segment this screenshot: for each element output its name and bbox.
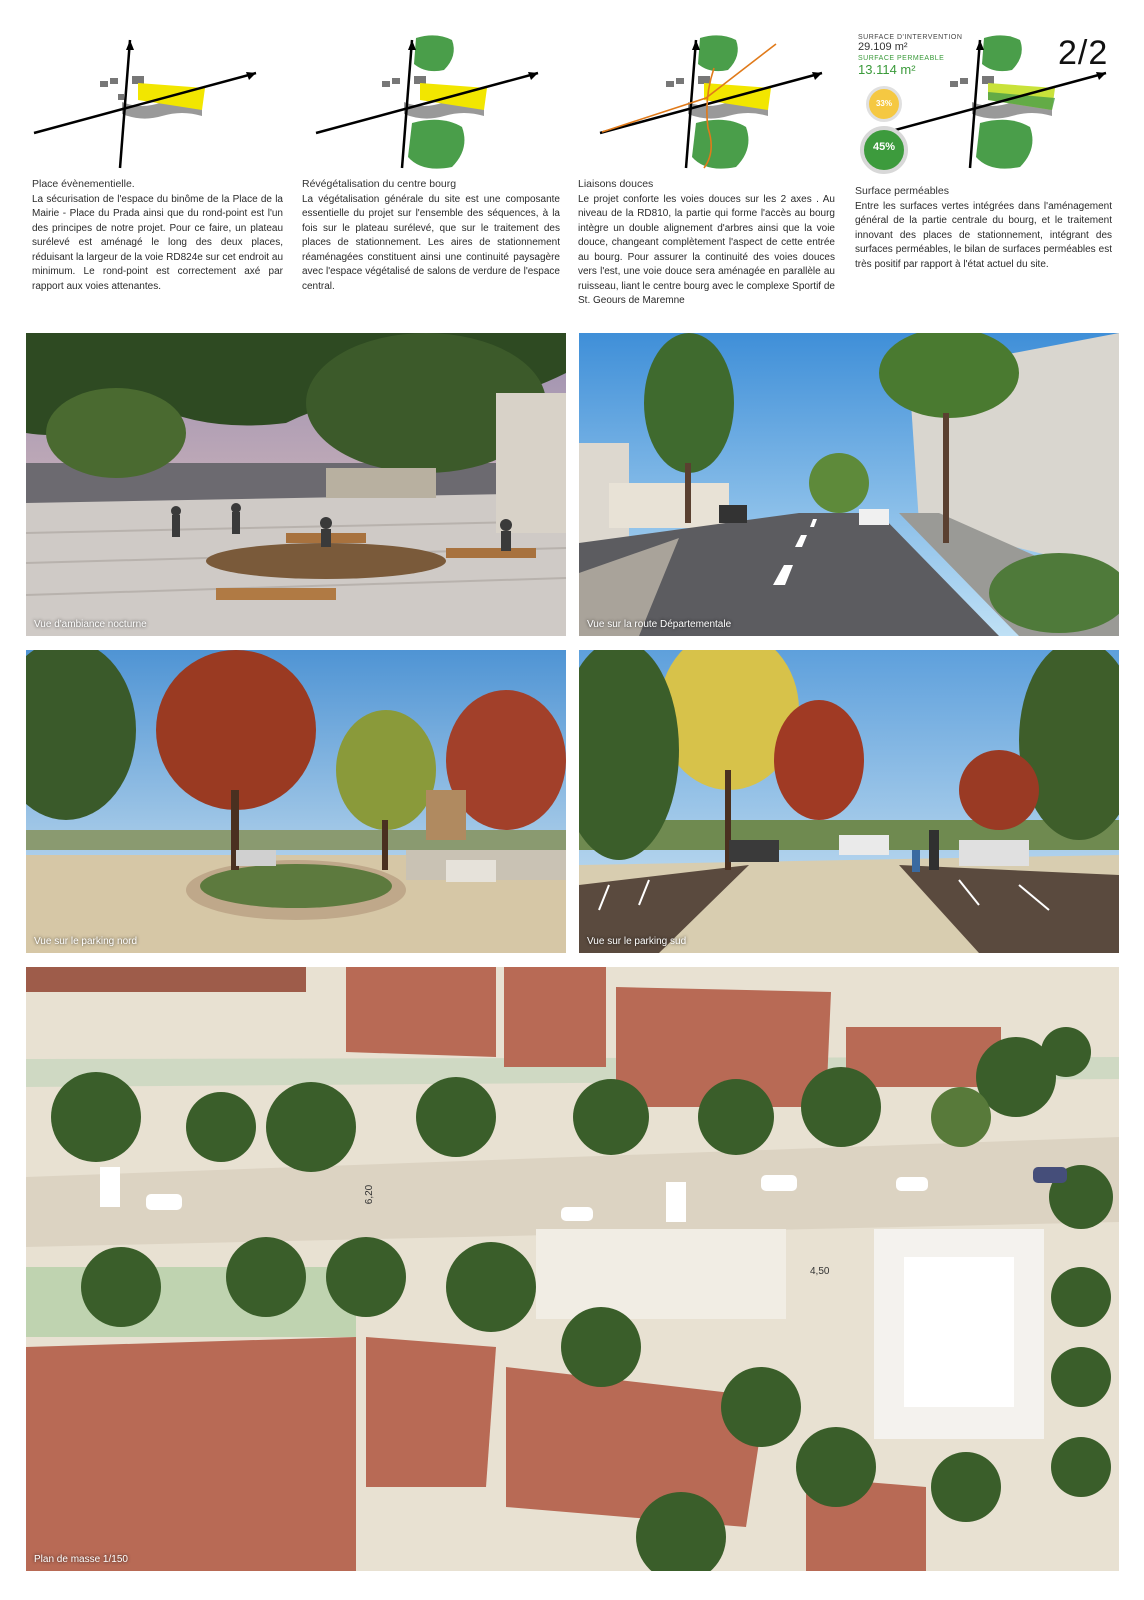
section-surface xyxy=(855,184,1112,272)
section-place xyxy=(32,177,283,294)
intervention-label: SURFACE D'INTERVENTION xyxy=(858,34,963,41)
photo-caption: Vue sur la route Départementale xyxy=(587,619,732,630)
photo-route-departementale xyxy=(579,333,1119,636)
permeable-label: SURFACE PERMEABLE xyxy=(858,55,945,62)
section-body: Entre les surfaces vertes intégrées dans l'aménagement général de la partie centrale du bourg, et le traitement innovant des places de stationnement, intégrant des surfaces perméables, le bilan de surfaces perméables est très positif par rapport à l'état actuel du site. xyxy=(855,200,1112,270)
photo-caption: Vue sur le parking nord xyxy=(34,936,138,947)
diagram-revegetalisation xyxy=(312,28,562,178)
photo-parking-sud xyxy=(579,650,1119,953)
dimension-450: 4,50 xyxy=(810,1266,830,1277)
photo-ambiance-nocturne xyxy=(26,333,566,636)
diagram-place-evenementielle xyxy=(30,28,280,178)
surface-stats xyxy=(858,34,978,153)
photo-caption: Vue sur le parking sud xyxy=(587,936,687,947)
section-title: Surface perméables xyxy=(855,185,949,197)
section-title: Liaisons douces xyxy=(578,178,654,190)
section-title: Révégétalisation du centre bourg xyxy=(302,178,457,190)
section-title: Place évènementielle. xyxy=(32,178,135,190)
diagram-liaisons-douces xyxy=(596,28,846,178)
pct-project-badge: 45% xyxy=(860,126,908,174)
section-body: Le projet conforte les voies douces sur les 2 axes . Au niveau de la RD810, la partie qui forme l'accès au bourg intègre un double alignement d'arbres ainsi que la voie douce, changeant complètement l'aspect de cette entrée au bourg. Pour assurer la continuité des voies douces vers l'est, une voie douce sera aménagée en parallèle au ruisseau, liant le centre bourg avec le complexe Sportif de St. Geours de Maremne xyxy=(578,193,835,306)
page-number: 2/2 xyxy=(1058,34,1109,72)
photo-caption: Vue d'ambiance nocturne xyxy=(34,619,147,630)
plan-de-masse xyxy=(26,967,1119,1571)
section-body: La végétalisation générale du site est une composante essentielle du projet sur l'ensemble des séquences, à la fois sur le plateau surélevé, que sur le traitement des places de stationnement. Les aires de stationnement réaménagées constituent ainsi une continuité paysagère avec l'espace végétalisé de salons de verdure de l'espace central. xyxy=(302,193,560,292)
section-liaisons xyxy=(578,177,835,309)
intervention-value: 29.109 m² xyxy=(858,41,908,53)
photo-parking-nord xyxy=(26,650,566,953)
pct-current-badge: 33% xyxy=(866,86,902,122)
section-revegetalisation xyxy=(302,177,560,294)
permeable-value: 13.114 m² xyxy=(858,62,916,77)
section-body: La sécurisation de l'espace du binôme de la Place de la Mairie - Place du Prada ainsi que du rond-point est l'un des principes de notre projet. Pour ce faire, un plateau surélevé est aménagé le long des deux places, réduisant la largeur de la voie RD824e sur cet endroit au minimum. Le rond-point est correctement axé par rapport aux voies attenantes. xyxy=(32,193,283,292)
dimension-620: 6,20 xyxy=(364,1184,376,1205)
plan-caption: Plan de masse 1/150 xyxy=(34,1554,128,1565)
